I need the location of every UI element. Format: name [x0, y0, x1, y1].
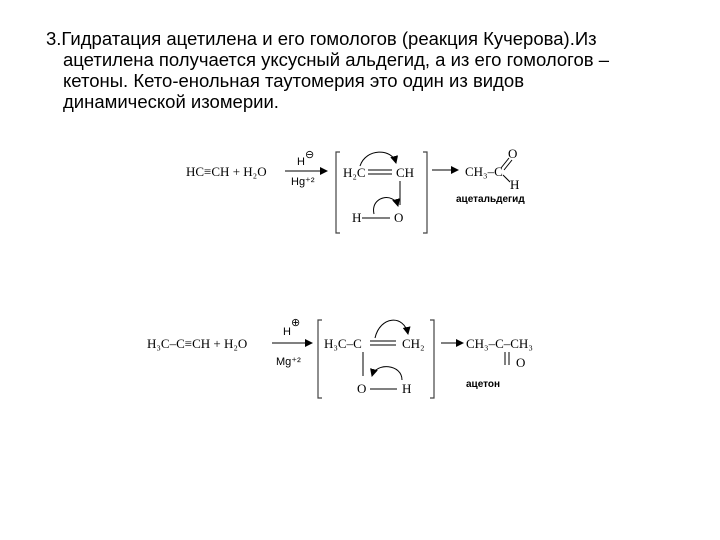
reaction-1	[186, 146, 525, 233]
heading-line-4: динамической изомерии.	[63, 91, 279, 112]
catalyst-2-bottom: Mg⁺²	[276, 356, 301, 368]
electron-arrow-1a	[360, 152, 396, 166]
heading-line-1: 3.Гидратация ацетилена и его гомологов (реакция Кучерова).Из	[46, 28, 597, 49]
enol-2-right: CH₂	[402, 336, 425, 351]
enol-2-left: H₃C–C	[324, 336, 362, 351]
catalyst-2-top: H	[283, 326, 291, 338]
electron-arrow-2b	[372, 367, 402, 380]
enol-1-left: H₂C	[343, 165, 366, 180]
carbonyl-bond-1b	[504, 160, 512, 170]
enol-1-o: O	[394, 210, 404, 225]
enol-1-h: H	[352, 210, 362, 225]
bond-c-h-1	[503, 175, 510, 182]
reactant-1: HC≡CH + H₂O	[186, 164, 267, 179]
catalyst-1-top: H	[297, 156, 305, 168]
heading-line-2: ацетилена получается уксусный альдегид, а из его гомологов –	[63, 49, 610, 70]
catalyst-1-bottom: Hg⁺²	[291, 176, 315, 188]
enol-1-right: CH	[396, 165, 415, 180]
reaction-2	[147, 317, 533, 398]
heading-line-3: кетоны. Кето-енольная таутомерия это один из видов	[63, 70, 525, 91]
product-2: CH₃–C–CH₃	[466, 336, 533, 351]
reactant-2: H₃C–C≡CH + H₂O	[147, 336, 248, 351]
product-2-o: O	[516, 355, 526, 370]
enol-2-o: O	[357, 381, 367, 396]
product-1-h: H	[510, 177, 520, 192]
enol-2-h: H	[402, 381, 412, 396]
product-1: CH₃–C	[465, 164, 503, 179]
bracket-right-2	[430, 320, 434, 398]
bracket-right-1	[423, 152, 427, 233]
bracket-left-2	[318, 320, 322, 398]
catalyst-2-charge: ⊕	[291, 317, 301, 329]
catalyst-1-charge: ⊖	[305, 149, 315, 161]
bracket-left-1	[336, 152, 340, 233]
product-1-o: O	[508, 146, 518, 161]
product-2-name: ацетон	[466, 379, 501, 390]
product-1-name: ацетальдегид	[456, 194, 525, 205]
